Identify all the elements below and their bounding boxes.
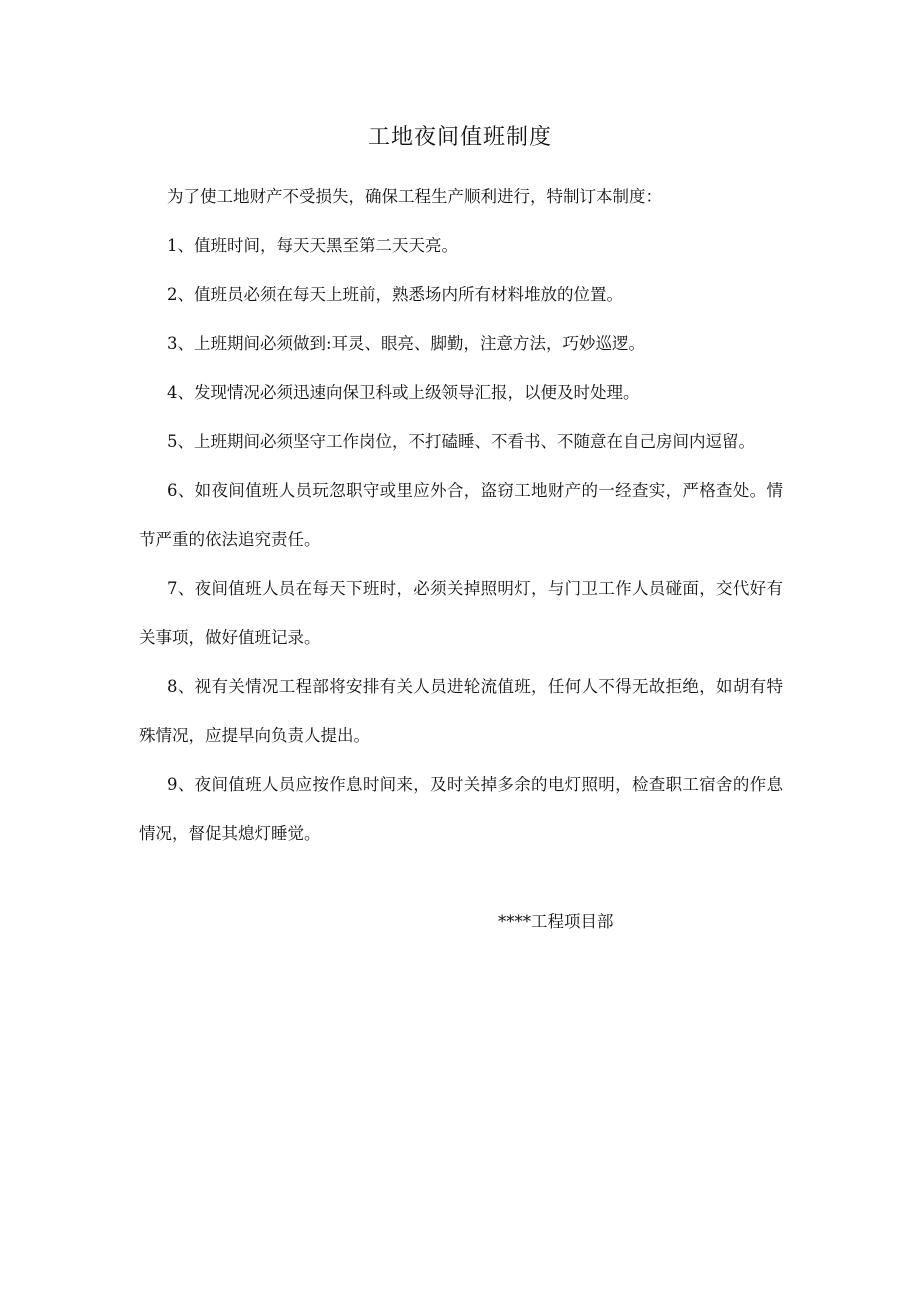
intro-paragraph: 为了使工地财产不受损失，确保工程生产顺利进行，特制订本制度： [167, 187, 662, 206]
signature: ****工程项目部 [498, 912, 614, 931]
rule-paragraph-4: 4、发现情况必须迅速向保卫科或上级领导汇报，以便及时处理。 [167, 383, 640, 402]
rule-paragraph-9: 9、夜间值班人员应按作息时间来，及时关掉多余的电灯照明，检查职工宿舍的作息情况，督促其熄灯睡觉。 [139, 775, 783, 843]
rule-paragraph-7: 7、夜间值班人员在每天下班时，必须关掉照明灯，与门卫工作人员碰面，交代好有关事项，做好值班记录。 [139, 579, 783, 647]
rule-paragraph-2: 2、值班员必须在每天上班前，熟悉场内所有材料堆放的位置。 [167, 285, 623, 304]
rule-paragraph-3: 3、上班期间必须做到:耳灵、眼亮、脚勤，注意方法，巧妙巡逻。 [167, 334, 646, 353]
document-body [139, 172, 783, 858]
rule-paragraph-6: 6、如夜间值班人员玩忽职守或里应外合，盗窃工地财产的一经查实，严格查处。情节严重的依法追究责任。 [139, 481, 783, 549]
rule-paragraph-8: 8、视有关情况工程部将安排有关人员进轮流值班，任何人不得无故拒绝，如胡有特殊情况，应提早向负责人提出。 [139, 677, 783, 745]
rule-paragraph-1: 1、值班时间，每天天黑至第二天天亮。 [167, 236, 458, 255]
rule-paragraph-5: 5、上班期间必须坚守工作岗位，不打磕睡、不看书、不随意在自己房间内逗留。 [167, 432, 755, 451]
document-title: 工地夜间值班制度 [367, 125, 552, 150]
